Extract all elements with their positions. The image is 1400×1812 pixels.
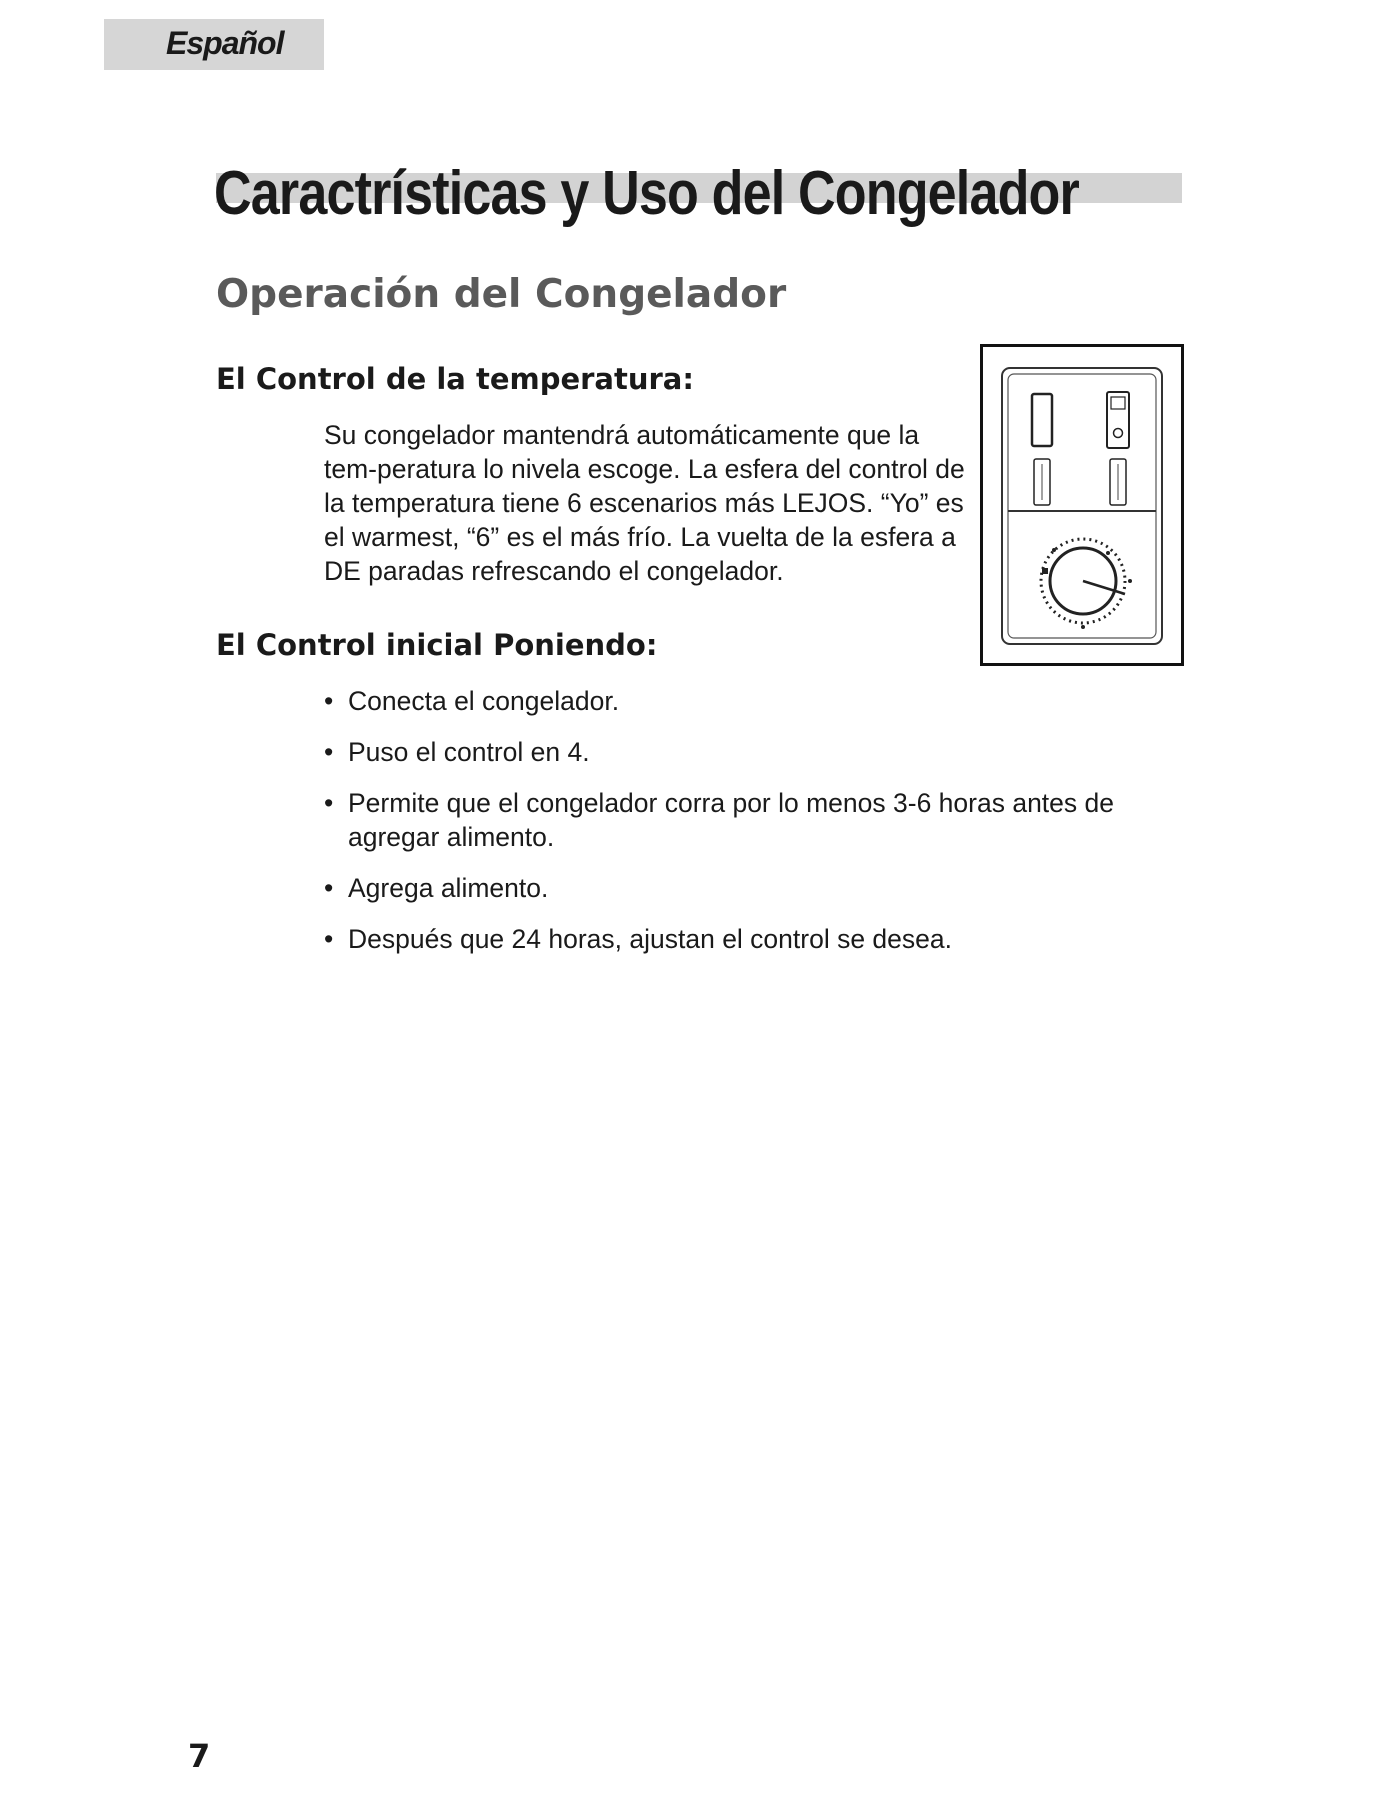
list-item: • Conecta el congelador. bbox=[324, 684, 1134, 718]
temperature-control-paragraph: Su congelador mantendrá automáticamente que la tem-peratura lo nivela escoge. La esfera del control de la temperatura tiene 6 escenarios más LEJOS. “Yo” es el warmest, “6” es el más frío. La vuelta de la esfera a DE paradas refrescando el congelador. bbox=[324, 420, 965, 586]
page-number: 7 bbox=[188, 1737, 211, 1775]
section-subtitle: Operación del Congelador bbox=[216, 272, 787, 317]
language-tab bbox=[104, 19, 324, 70]
initial-setting-list bbox=[324, 684, 1134, 973]
temperature-control-heading: El Control de la temperatura: bbox=[216, 362, 694, 396]
list-item: • Agrega alimento. bbox=[324, 871, 1134, 905]
list-item: • Permite que el congelador corra por lo menos 3-6 horas antes de agregar alimento. bbox=[324, 786, 1134, 854]
control-panel-illustration bbox=[980, 344, 1184, 666]
initial-setting-heading: El Control inicial Poniendo: bbox=[216, 628, 658, 662]
list-item: • Puso el control en 4. bbox=[324, 735, 1134, 769]
page-title: Caractrísticas y Uso del Congelador bbox=[214, 159, 1079, 228]
list-item: • Después que 24 horas, ajustan el control se desea. bbox=[324, 922, 1134, 956]
language-label: Español bbox=[166, 25, 284, 61]
